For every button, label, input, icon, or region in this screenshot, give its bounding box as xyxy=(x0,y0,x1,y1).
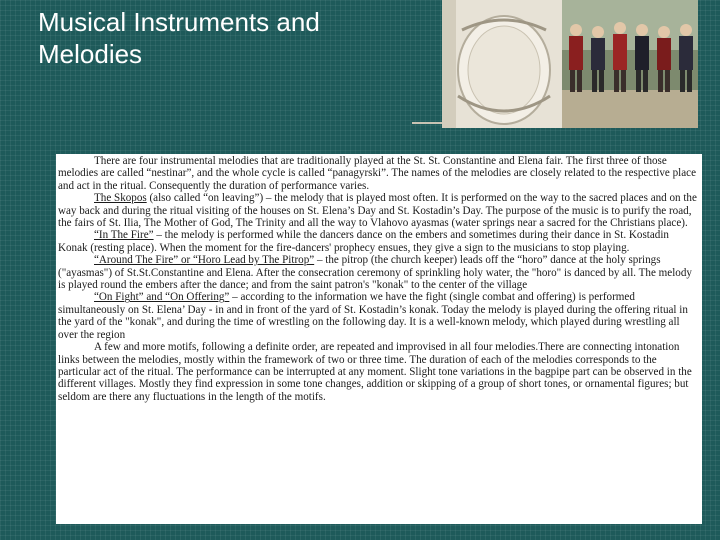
paragraph-around-the-fire xyxy=(56,254,702,291)
paragraph-in-the-fire-text: – the melody is performed while the dancers dance on the embers and sometimes during their dance in St. Kostadin Konak (resting place). When the moment for the fire-dancers' prophecy ensues, they give a sign to the musicians to stop playing. xyxy=(58,229,669,254)
paragraph-intro xyxy=(56,154,702,192)
paragraph-on-fight xyxy=(56,291,702,341)
paragraph-around-the-fire-heading: “Around The Fire” or “Horo Lead by The Pitrop” xyxy=(94,254,315,267)
paragraph-skopos-heading: The Skopos xyxy=(94,192,147,205)
dancers-photo xyxy=(562,0,698,128)
drum-photo xyxy=(442,0,562,128)
paragraph-in-the-fire xyxy=(56,229,702,254)
slide-title: Musical Instruments and Melodies xyxy=(38,7,320,69)
paragraph-intro-text: There are four instrumental melodies that are traditionally played at the St. St. Constantine and Elena fair. The first three of those melodies are called “nestinar”, and the whole cycle is called “panagyrski”. The names of the melodies are closely related to the respective place and act in the ritual. Consequently the duration of performance varies. xyxy=(58,155,697,192)
paragraph-motifs xyxy=(56,341,702,403)
paragraph-on-fight-heading: “On Fight” and “On Offering” xyxy=(94,291,230,304)
paragraph-in-the-fire-heading: “In The Fire” xyxy=(94,229,154,242)
drum-illustration xyxy=(442,0,562,128)
body-text-box xyxy=(56,154,702,524)
paragraph-motifs-text: A few and more motifs, following a definite order, are repeated and improvised in all four melodies.There are connecting intonation links between the melodies, mostly within the framework of two or three time. The duration of each of the melodies corresponds to the particular act of the ritual. The performance can be interrupted at any moment. Slight tone variations in the bagpipe part can be observed in the different villages. Mostly they find expression in some tone changes, addition or skipping of a group of short tones, or ornamental figures; but seldom are there any fluctuations in the length of the motifs. xyxy=(58,341,692,403)
paragraph-skopos-text: (also called “on leaving”) – the melody that is played most often. It is performed on the way to the sacred places and on the way back and during the ritual visiting of the houses on St. Elena’s Day and St. Kostadin’s Day. The purpose of the music is to purify the road, the fairs of St. Ilia, The Mother of God, The Trinity and all the way to Vlahovo ayasmas (water springs near a sacred for the Christians place). xyxy=(58,192,697,230)
title-divider xyxy=(412,122,442,124)
paragraph-around-the-fire-text: – the pitrop (the church keeper) leads off the “horo” dance at the holy springs ("ayasmas") of St.St.Constantine and Elena. After the consecration ceremony of sprinkling holy water, the "horo" is danced by all. The melody is played round the embers after the dance; and from the saint patron's "konak" to the center of the village xyxy=(58,254,692,292)
paragraph-skopos xyxy=(56,192,702,229)
paragraph-on-fight-text: – according to the information we have the fight (single combat and offering) is performed simultaneously on St. Elena’ Day - in and in front of the yard of St. Kostadin’s konak. Today the melody is played during the offering ritual in the yard of the "konak", and during the time of wrestling on the following day. It is a well-known melody, which played during wrestling all over the region xyxy=(58,291,688,341)
dancers-illustration xyxy=(562,0,698,128)
